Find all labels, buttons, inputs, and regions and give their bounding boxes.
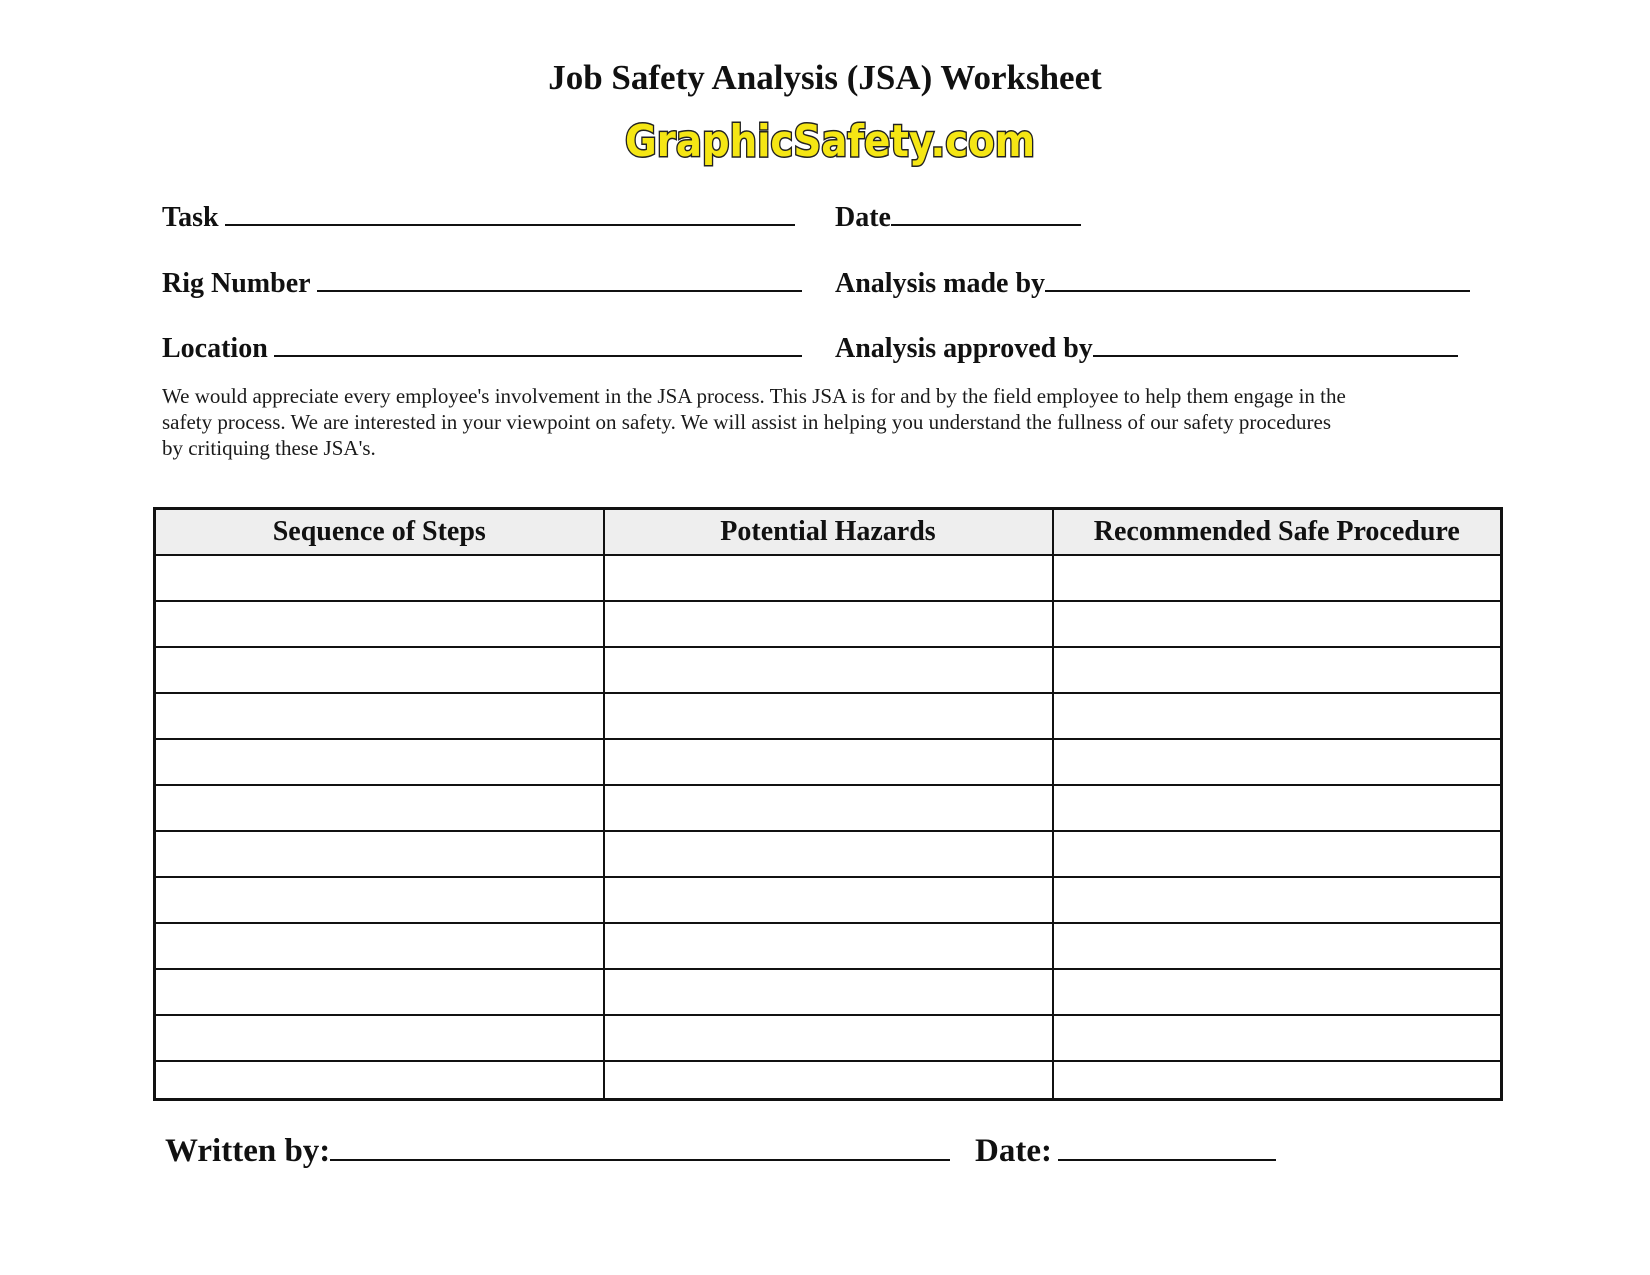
procedure-cell[interactable]	[1053, 693, 1502, 739]
procedure-cell[interactable]	[1053, 601, 1502, 647]
date-input-line[interactable]	[891, 202, 1081, 226]
footer-date-input-line[interactable]	[1058, 1133, 1276, 1161]
table-row	[155, 923, 1502, 969]
table-row	[155, 877, 1502, 923]
table-row	[155, 1015, 1502, 1061]
header-sequence-of-steps: Sequence of Steps	[155, 509, 604, 556]
step-cell[interactable]	[155, 923, 604, 969]
analysis-approved-by-field[interactable]	[835, 333, 1458, 365]
task-field[interactable]	[162, 202, 795, 234]
logo-text: GraphicSafety.com	[625, 116, 1035, 167]
written-by-label: Written by:	[165, 1133, 331, 1169]
step-cell[interactable]	[155, 785, 604, 831]
hazard-cell[interactable]	[604, 693, 1053, 739]
rig-number-input-line[interactable]	[317, 268, 802, 292]
hazard-cell[interactable]	[604, 1015, 1053, 1061]
analysis-approved-by-input-line[interactable]	[1093, 333, 1458, 357]
table-row	[155, 739, 1502, 785]
step-cell[interactable]	[155, 555, 604, 601]
hazard-cell[interactable]	[604, 831, 1053, 877]
table-row	[155, 969, 1502, 1015]
hazard-cell[interactable]	[604, 923, 1053, 969]
hazard-cell[interactable]	[604, 877, 1053, 923]
analysis-made-by-label: Analysis made by	[835, 268, 1046, 299]
date-field[interactable]	[835, 202, 1081, 234]
step-cell[interactable]	[155, 647, 604, 693]
step-cell[interactable]	[155, 831, 604, 877]
rig-number-field[interactable]	[162, 268, 802, 300]
table-body	[155, 555, 1502, 1100]
procedure-cell[interactable]	[1053, 1015, 1502, 1061]
hazard-cell[interactable]	[604, 785, 1053, 831]
step-cell[interactable]	[155, 1015, 604, 1061]
procedure-cell[interactable]	[1053, 923, 1502, 969]
procedure-cell[interactable]	[1053, 969, 1502, 1015]
step-cell[interactable]	[155, 969, 604, 1015]
hazard-cell[interactable]	[604, 969, 1053, 1015]
procedure-cell[interactable]	[1053, 1061, 1502, 1100]
hazard-cell[interactable]	[604, 739, 1053, 785]
table-row	[155, 1061, 1502, 1100]
analysis-made-by-field[interactable]	[835, 268, 1470, 300]
table-header-row	[155, 509, 1502, 556]
step-cell[interactable]	[155, 1061, 604, 1100]
procedure-cell[interactable]	[1053, 877, 1502, 923]
date-label: Date	[835, 202, 891, 233]
procedure-cell[interactable]	[1053, 555, 1502, 601]
step-cell[interactable]	[155, 601, 604, 647]
procedure-cell[interactable]	[1053, 739, 1502, 785]
table-row	[155, 785, 1502, 831]
location-label: Location	[162, 333, 268, 364]
analysis-approved-by-label: Analysis approved by	[835, 333, 1093, 364]
step-cell[interactable]	[155, 877, 604, 923]
step-cell[interactable]	[155, 739, 604, 785]
location-input-line[interactable]	[274, 333, 802, 357]
intro-paragraph	[162, 383, 1482, 461]
hazard-cell[interactable]	[604, 1061, 1053, 1100]
step-cell[interactable]	[155, 693, 604, 739]
written-by-input-line[interactable]	[330, 1133, 950, 1161]
intro-line: by critiquing these JSA's.	[162, 436, 376, 460]
footer-date-field[interactable]	[975, 1133, 1276, 1170]
page-title: Job Safety Analysis (JSA) Worksheet	[548, 58, 1102, 97]
hazard-cell[interactable]	[604, 601, 1053, 647]
written-by-field[interactable]	[165, 1133, 950, 1170]
intro-line: safety process. We are interested in your viewpoint on safety. We will assist in helping you understand the fullness of our safety procedures	[162, 410, 1332, 434]
footer-date-label: Date:	[975, 1133, 1052, 1169]
analysis-made-by-input-line[interactable]	[1045, 268, 1470, 292]
table-row	[155, 601, 1502, 647]
procedure-cell[interactable]	[1053, 647, 1502, 693]
table-row	[155, 693, 1502, 739]
table-row	[155, 647, 1502, 693]
task-label: Task	[162, 202, 219, 233]
hazard-cell[interactable]	[604, 647, 1053, 693]
jsa-table	[153, 507, 1503, 1101]
procedure-cell[interactable]	[1053, 785, 1502, 831]
hazard-cell[interactable]	[604, 555, 1053, 601]
task-input-line[interactable]	[225, 202, 795, 226]
table-row	[155, 555, 1502, 601]
location-field[interactable]	[162, 333, 802, 365]
header-potential-hazards: Potential Hazards	[604, 509, 1053, 556]
intro-line: We would appreciate every employee's involvement in the JSA process. This JSA is for and by the field employee to help them engage in the	[162, 384, 1346, 408]
procedure-cell[interactable]	[1053, 831, 1502, 877]
rig-number-label: Rig Number	[162, 268, 311, 299]
header-recommended-safe-procedure: Recommended Safe Procedure	[1053, 509, 1502, 556]
graphicsafety-logo	[620, 112, 1040, 170]
table-row	[155, 831, 1502, 877]
